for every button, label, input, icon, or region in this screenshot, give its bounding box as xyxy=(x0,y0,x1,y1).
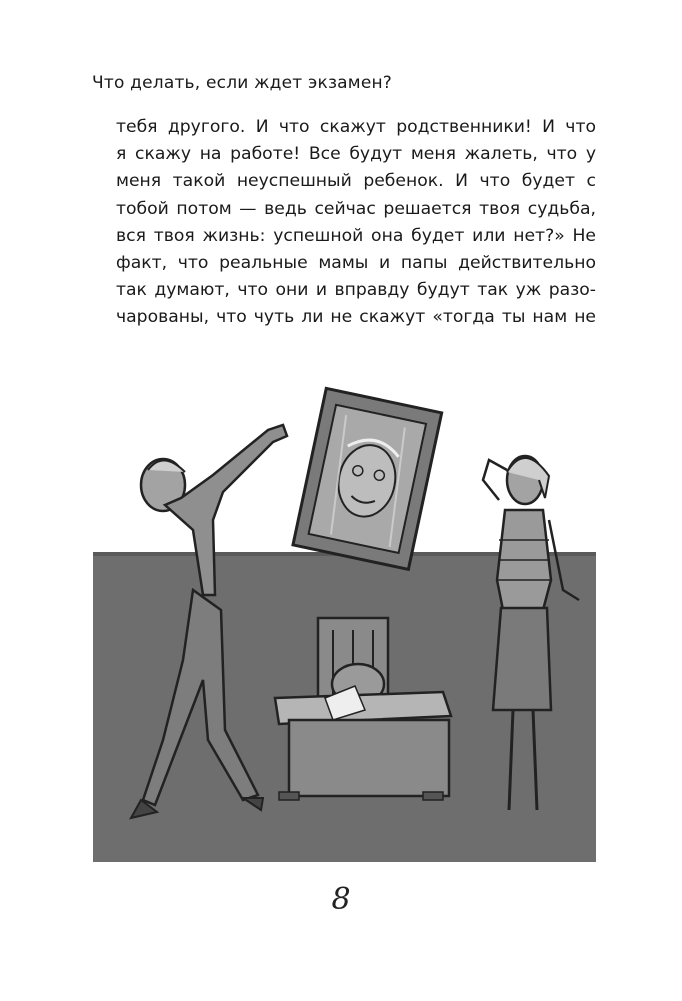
text-line: чарованы, что чуть ли не скажут «тогда ты нам не xyxy=(116,307,596,328)
page-number: 8 xyxy=(331,882,351,917)
text-line: тебя другого. И что скажут родственники! И что xyxy=(116,117,596,137)
running-header: Что делать, если ждет экзамен? xyxy=(92,73,393,93)
text-line: тобой потом — ведь сейчас решается твоя судьба, xyxy=(116,198,596,219)
body-text xyxy=(116,114,596,332)
text-line: я скажу на работе! Все будут меня жалеть, что у xyxy=(116,144,596,165)
text-line: меня такой неуспешный ребенок. И что будет с xyxy=(116,171,596,192)
text-line: вся твоя жизнь: успешной она будет или нет?» Не xyxy=(116,225,596,246)
text-line: факт, что реальные мамы и папы действительно xyxy=(116,253,596,274)
cartoon-illustration xyxy=(93,380,596,862)
portrait-frame xyxy=(293,388,442,569)
text-line: так думают, что они и вправду будут так уж разо- xyxy=(116,280,596,301)
